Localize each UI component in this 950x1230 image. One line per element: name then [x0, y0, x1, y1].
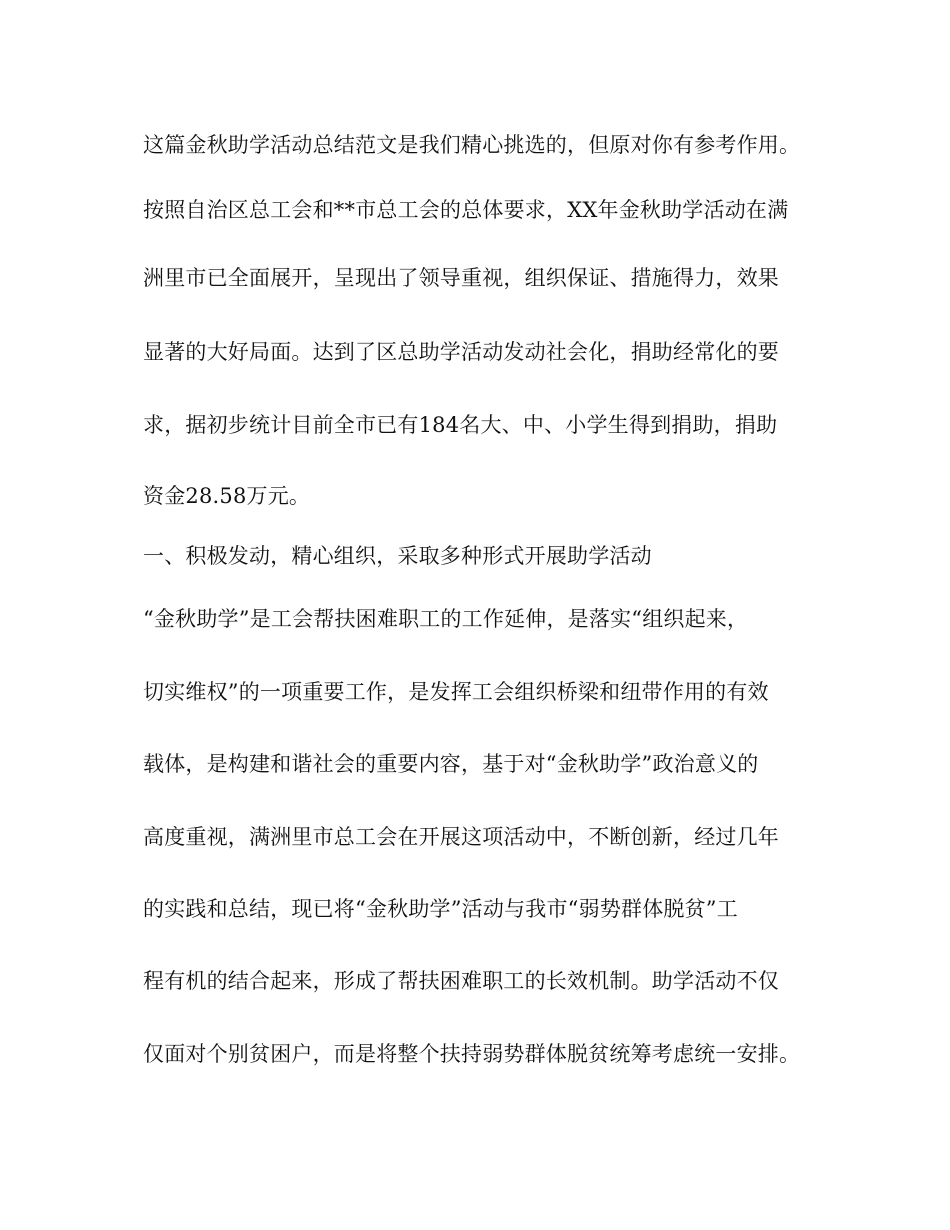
section-heading: 一、积极发动，精心组织，采取多种形式开展助学活动: [143, 544, 652, 568]
text-line: 切实维权”的一项重要工作，是发挥工会组织桥梁和纽带作用的有效: [143, 680, 769, 704]
text-line: 的实践和总结，现已将“金秋助学”活动与我市“弱势群体脱贫”工: [143, 897, 738, 921]
text-line: 资金28.58万元。: [143, 484, 311, 508]
text-line: 求，据初步统计目前全市已有184名大、中、小学生得到捐助，捐助: [143, 413, 778, 437]
text-line: 这篇金秋助学活动总结范文是我们精心挑选的，但原对你有参考作用。: [143, 133, 801, 157]
text-line: 按照自治区总工会和**市总工会的总体要求，XX年金秋助学活动在满: [143, 198, 789, 222]
text-line: 洲里市已全面展开，呈现出了领导重视，组织保证、措施得力，效果: [143, 266, 779, 290]
text-line: 高度重视，满洲里市总工会在开展这项活动中，不断创新，经过几年: [143, 825, 779, 849]
text-line: 仅面对个别贫困户，而是将整个扶持弱势群体脱贫统筹考虑统一安排。: [143, 1042, 801, 1066]
text-line: 显著的大好局面。达到了区总助学活动发动社会化，捐助经常化的要: [143, 340, 779, 364]
text-line: 载体，是构建和谐社会的重要内容，基于对“金秋助学”政治意义的: [143, 752, 759, 776]
text-line: 程有机的结合起来，形成了帮扶困难职工的长效机制。助学活动不仅: [143, 969, 779, 993]
text-line: “金秋助学”是工会帮扶困难职工的工作延伸，是落实“组织起来，: [143, 607, 749, 631]
